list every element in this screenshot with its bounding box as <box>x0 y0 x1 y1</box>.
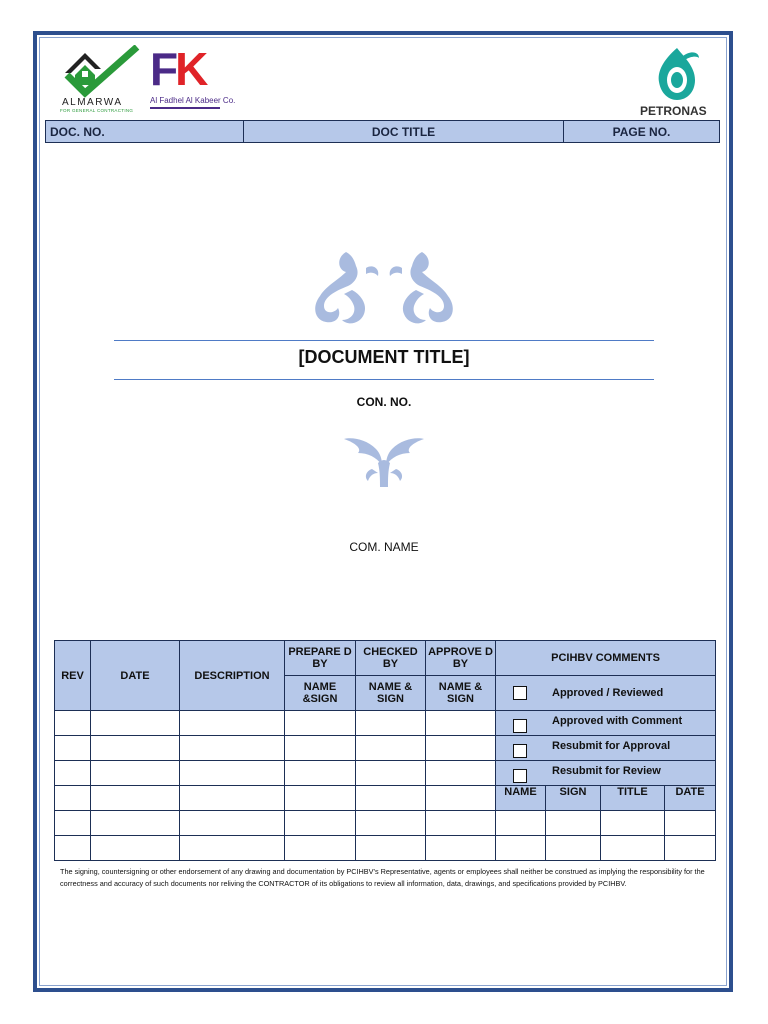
table-cell[interactable] <box>665 811 716 836</box>
header-page-no: PAGE NO. <box>563 120 720 143</box>
name-sign-checked: NAME & SIGN <box>356 676 426 711</box>
table-cell[interactable] <box>91 786 180 811</box>
table-cell[interactable] <box>426 736 496 761</box>
checkbox[interactable] <box>513 686 527 700</box>
leaf-ornament <box>342 435 426 489</box>
table-cell[interactable] <box>91 761 180 786</box>
table-cell[interactable] <box>55 811 91 836</box>
table-cell[interactable] <box>426 811 496 836</box>
header-doc-title: DOC TITLE <box>243 120 564 143</box>
table-cell[interactable] <box>665 836 716 861</box>
table-cell[interactable] <box>285 836 356 861</box>
approval-table <box>54 640 716 861</box>
name-sign-prepared: NAME &SIGN <box>285 676 356 711</box>
table-cell[interactable] <box>180 836 285 861</box>
table-cell[interactable] <box>55 761 91 786</box>
table-cell[interactable] <box>356 761 426 786</box>
table-cell[interactable] <box>601 836 665 861</box>
table-cell[interactable] <box>496 836 546 861</box>
col-description: DESCRIPTION <box>180 641 285 711</box>
table-cell[interactable] <box>426 711 496 736</box>
table-cell[interactable] <box>55 786 91 811</box>
col-date: DATE <box>91 641 180 711</box>
table-cell[interactable] <box>356 711 426 736</box>
fk-tagline: Al Fadhel Al Kabeer Co. <box>150 96 236 105</box>
table-cell[interactable] <box>285 786 356 811</box>
option-resubmit-review[interactable]: Resubmit for Review <box>496 761 716 786</box>
petronas-logo-icon <box>653 46 701 102</box>
fk-logo: FK <box>150 43 206 95</box>
option-approved-with-comment[interactable]: Approved with Comment <box>496 711 716 736</box>
col-rev: REV <box>55 641 91 711</box>
table-cell[interactable] <box>91 811 180 836</box>
table-cell[interactable] <box>356 811 426 836</box>
company-name: COM. NAME <box>349 540 419 554</box>
table-cell[interactable] <box>285 811 356 836</box>
table-cell[interactable] <box>285 761 356 786</box>
option-resubmit-approval[interactable]: Resubmit for Approval <box>496 736 716 761</box>
table-cell[interactable] <box>546 811 601 836</box>
table-cell[interactable] <box>180 736 285 761</box>
checkbox[interactable] <box>513 719 527 733</box>
table-cell[interactable] <box>91 711 180 736</box>
table-cell[interactable] <box>356 736 426 761</box>
table-cell[interactable] <box>55 736 91 761</box>
contract-number: CON. NO. <box>356 395 412 409</box>
petronas-name: PETRONAS <box>640 104 707 118</box>
table-cell[interactable] <box>180 761 285 786</box>
header-doc-no: DOC. NO. <box>45 120 244 143</box>
title-rule-top <box>114 340 654 341</box>
col-checked-by: CHECKED BY <box>356 641 426 676</box>
flourish-ornament <box>308 250 460 328</box>
title-rule-bottom <box>114 379 654 380</box>
table-cell[interactable] <box>546 836 601 861</box>
table-cell[interactable] <box>601 811 665 836</box>
disclaimer-text: The signing, countersigning or other endorsement of any drawing and documentation by PCIHBV's Representative, agents or employees shall neither be construed as implying the responsibility for the correctness and accuracy of such documents nor reliving the CONTRACTOR of its obligations to review all information, data, drawings, and specifications provided by PCIHBV. <box>60 867 705 888</box>
name-sign-approved: NAME & SIGN <box>426 676 496 711</box>
table-cell[interactable] <box>356 836 426 861</box>
almarwa-tagline: FOR GENERAL CONTRACTING <box>60 108 134 113</box>
table-cell[interactable] <box>285 736 356 761</box>
sign-col-date: DATE <box>665 786 716 811</box>
document-title: [DOCUMENT TITLE] <box>298 347 470 367</box>
table-cell[interactable] <box>426 836 496 861</box>
almarwa-name: ALMARWA <box>62 97 123 108</box>
table-cell[interactable] <box>496 811 546 836</box>
table-cell[interactable] <box>180 811 285 836</box>
col-prepared-by: PREPARE D BY <box>285 641 356 676</box>
table-cell[interactable] <box>285 711 356 736</box>
fk-underline <box>150 107 220 109</box>
comments-header: PCIHBV COMMENTS <box>496 641 716 676</box>
option-approved-reviewed[interactable]: Approved / Reviewed <box>496 676 716 711</box>
table-cell[interactable] <box>91 736 180 761</box>
sign-col-name: NAME <box>496 786 546 811</box>
table-cell[interactable] <box>426 786 496 811</box>
table-cell[interactable] <box>91 836 180 861</box>
col-approved-by: APPROVE D BY <box>426 641 496 676</box>
table-cell[interactable] <box>55 711 91 736</box>
sign-col-sign: SIGN <box>546 786 601 811</box>
checkbox[interactable] <box>513 744 527 758</box>
sign-col-title: TITLE <box>601 786 665 811</box>
table-cell[interactable] <box>55 836 91 861</box>
table-cell[interactable] <box>180 711 285 736</box>
checkbox[interactable] <box>513 769 527 783</box>
table-cell[interactable] <box>180 786 285 811</box>
table-cell[interactable] <box>356 786 426 811</box>
table-cell[interactable] <box>426 761 496 786</box>
